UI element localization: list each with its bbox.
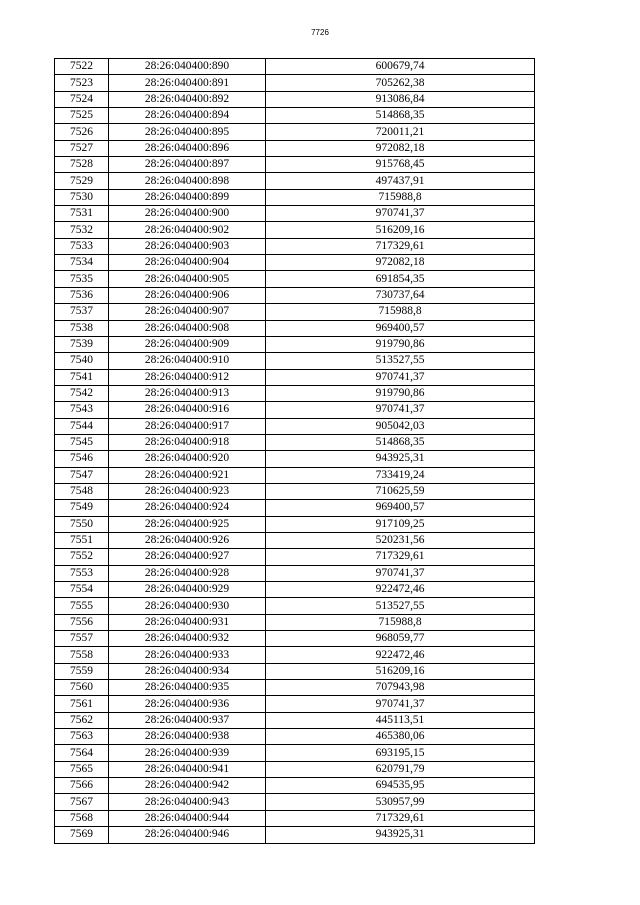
cadastral-number-cell: 28:26:040400:946 [109, 827, 266, 843]
cadastral-value-cell: 922472,46 [266, 582, 535, 598]
cadastral-number-cell: 28:26:040400:907 [109, 304, 266, 320]
cadastral-number-cell: 28:26:040400:892 [109, 91, 266, 107]
cadastral-value-cell: 514868,35 [266, 434, 535, 450]
row-number-cell: 7552 [55, 549, 109, 565]
cadastral-value-cell: 913086,84 [266, 91, 535, 107]
table-row [55, 173, 535, 189]
cadastral-value-cell: 970741,37 [266, 565, 535, 581]
cadastral-number-cell: 28:26:040400:923 [109, 483, 266, 499]
row-number-cell: 7532 [55, 222, 109, 238]
cadastral-number-cell: 28:26:040400:910 [109, 353, 266, 369]
row-number-cell: 7544 [55, 418, 109, 434]
cadastral-value-cell: 717329,61 [266, 810, 535, 826]
cadastral-value-cell: 465380,06 [266, 729, 535, 745]
cadastral-value-cell: 715988,8 [266, 304, 535, 320]
cadastral-value-cell: 943925,31 [266, 827, 535, 843]
table-row [55, 483, 535, 499]
cadastral-value-cell: 520231,56 [266, 532, 535, 548]
row-number-cell: 7542 [55, 385, 109, 401]
cadastral-number-cell: 28:26:040400:943 [109, 794, 266, 810]
row-number-cell: 7545 [55, 434, 109, 450]
cadastral-number-cell: 28:26:040400:934 [109, 663, 266, 679]
table-row [55, 680, 535, 696]
table-row [55, 385, 535, 401]
row-number-cell: 7548 [55, 483, 109, 499]
cadastral-value-cell: 715988,8 [266, 614, 535, 630]
row-number-cell: 7541 [55, 369, 109, 385]
table-row [55, 582, 535, 598]
cadastral-number-cell: 28:26:040400:941 [109, 761, 266, 777]
table-row [55, 157, 535, 173]
cadastral-value-cell: 972082,18 [266, 140, 535, 156]
cadastral-number-cell: 28:26:040400:912 [109, 369, 266, 385]
table-row [55, 369, 535, 385]
cadastral-value-cell: 513527,55 [266, 598, 535, 614]
cadastral-number-cell: 28:26:040400:918 [109, 434, 266, 450]
cadastral-number-cell: 28:26:040400:909 [109, 336, 266, 352]
cadastral-value-cell: 919790,86 [266, 336, 535, 352]
row-number-cell: 7522 [55, 59, 109, 75]
cadastral-value-cell: 968059,77 [266, 631, 535, 647]
cadastral-value-cell: 733419,24 [266, 467, 535, 483]
cadastral-value-cell: 919790,86 [266, 385, 535, 401]
table-row [55, 696, 535, 712]
cadastral-value-table [54, 58, 535, 844]
row-number-cell: 7558 [55, 647, 109, 663]
cadastral-number-cell: 28:26:040400:897 [109, 157, 266, 173]
cadastral-number-cell: 28:26:040400:921 [109, 467, 266, 483]
row-number-cell: 7539 [55, 336, 109, 352]
table-row [55, 745, 535, 761]
cadastral-value-cell: 516209,16 [266, 663, 535, 679]
cadastral-number-cell: 28:26:040400:939 [109, 745, 266, 761]
table-row [55, 59, 535, 75]
cadastral-value-cell: 922472,46 [266, 647, 535, 663]
table-row [55, 238, 535, 254]
cadastral-value-cell: 705262,38 [266, 75, 535, 91]
table-row [55, 827, 535, 843]
row-number-cell: 7547 [55, 467, 109, 483]
row-number-cell: 7531 [55, 206, 109, 222]
row-number-cell: 7536 [55, 287, 109, 303]
row-number-cell: 7564 [55, 745, 109, 761]
cadastral-value-cell: 720011,21 [266, 124, 535, 140]
table-row [55, 761, 535, 777]
cadastral-number-cell: 28:26:040400:936 [109, 696, 266, 712]
row-number-cell: 7553 [55, 565, 109, 581]
cadastral-number-cell: 28:26:040400:891 [109, 75, 266, 91]
cadastral-number-cell: 28:26:040400:927 [109, 549, 266, 565]
cadastral-number-cell: 28:26:040400:932 [109, 631, 266, 647]
row-number-cell: 7527 [55, 140, 109, 156]
cadastral-value-cell: 694535,95 [266, 778, 535, 794]
table-row [55, 75, 535, 91]
row-number-cell: 7530 [55, 189, 109, 205]
table-row [55, 336, 535, 352]
row-number-cell: 7554 [55, 582, 109, 598]
cadastral-number-cell: 28:26:040400:903 [109, 238, 266, 254]
row-number-cell: 7524 [55, 91, 109, 107]
table-row [55, 287, 535, 303]
cadastral-value-cell: 970741,37 [266, 206, 535, 222]
cadastral-value-cell: 970741,37 [266, 696, 535, 712]
cadastral-number-cell: 28:26:040400:930 [109, 598, 266, 614]
cadastral-number-cell: 28:26:040400:902 [109, 222, 266, 238]
cadastral-value-cell: 620791,79 [266, 761, 535, 777]
row-number-cell: 7550 [55, 516, 109, 532]
cadastral-number-cell: 28:26:040400:908 [109, 320, 266, 336]
table-row [55, 729, 535, 745]
cadastral-value-cell: 943925,31 [266, 451, 535, 467]
row-number-cell: 7540 [55, 353, 109, 369]
table-row [55, 271, 535, 287]
table-row [55, 565, 535, 581]
cadastral-value-cell: 530957,99 [266, 794, 535, 810]
cadastral-number-cell: 28:26:040400:904 [109, 255, 266, 271]
table-row [55, 516, 535, 532]
table-row [55, 255, 535, 271]
cadastral-number-cell: 28:26:040400:913 [109, 385, 266, 401]
cadastral-value-cell: 717329,61 [266, 549, 535, 565]
cadastral-value-cell: 917109,25 [266, 516, 535, 532]
row-number-cell: 7523 [55, 75, 109, 91]
table-row [55, 598, 535, 614]
table-row [55, 320, 535, 336]
cadastral-number-cell: 28:26:040400:935 [109, 680, 266, 696]
table-row [55, 663, 535, 679]
cadastral-value-cell: 693195,15 [266, 745, 535, 761]
row-number-cell: 7543 [55, 402, 109, 418]
cadastral-number-cell: 28:26:040400:916 [109, 402, 266, 418]
row-number-cell: 7565 [55, 761, 109, 777]
table-row [55, 353, 535, 369]
cadastral-number-cell: 28:26:040400:920 [109, 451, 266, 467]
cadastral-number-cell: 28:26:040400:925 [109, 516, 266, 532]
table-body [55, 59, 535, 844]
table-row [55, 418, 535, 434]
row-number-cell: 7528 [55, 157, 109, 173]
cadastral-value-cell: 497437,91 [266, 173, 535, 189]
row-number-cell: 7567 [55, 794, 109, 810]
table-row [55, 91, 535, 107]
cadastral-number-cell: 28:26:040400:895 [109, 124, 266, 140]
table-row [55, 500, 535, 516]
table-row [55, 206, 535, 222]
cadastral-number-cell: 28:26:040400:898 [109, 173, 266, 189]
cadastral-value-cell: 516209,16 [266, 222, 535, 238]
cadastral-value-cell: 972082,18 [266, 255, 535, 271]
row-number-cell: 7533 [55, 238, 109, 254]
row-number-cell: 7568 [55, 810, 109, 826]
table-row [55, 222, 535, 238]
table-row [55, 304, 535, 320]
cadastral-value-cell: 717329,61 [266, 238, 535, 254]
cadastral-number-cell: 28:26:040400:894 [109, 108, 266, 124]
cadastral-number-cell: 28:26:040400:924 [109, 500, 266, 516]
cadastral-number-cell: 28:26:040400:926 [109, 532, 266, 548]
row-number-cell: 7537 [55, 304, 109, 320]
cadastral-number-cell: 28:26:040400:942 [109, 778, 266, 794]
cadastral-value-cell: 710625,59 [266, 483, 535, 499]
row-number-cell: 7546 [55, 451, 109, 467]
cadastral-number-cell: 28:26:040400:906 [109, 287, 266, 303]
table-row [55, 614, 535, 630]
row-number-cell: 7555 [55, 598, 109, 614]
cadastral-number-cell: 28:26:040400:938 [109, 729, 266, 745]
cadastral-value-cell: 600679,74 [266, 59, 535, 75]
table-row [55, 712, 535, 728]
cadastral-number-cell: 28:26:040400:896 [109, 140, 266, 156]
table-row [55, 647, 535, 663]
table-row [55, 778, 535, 794]
cadastral-value-cell: 691854,35 [266, 271, 535, 287]
table-row [55, 108, 535, 124]
table-row [55, 810, 535, 826]
row-number-cell: 7560 [55, 680, 109, 696]
table-row [55, 124, 535, 140]
table-row [55, 451, 535, 467]
row-number-cell: 7534 [55, 255, 109, 271]
row-number-cell: 7559 [55, 663, 109, 679]
table-row [55, 189, 535, 205]
cadastral-value-cell: 715988,8 [266, 189, 535, 205]
cadastral-number-cell: 28:26:040400:905 [109, 271, 266, 287]
cadastral-value-cell: 707943,98 [266, 680, 535, 696]
cadastral-number-cell: 28:26:040400:931 [109, 614, 266, 630]
row-number-cell: 7529 [55, 173, 109, 189]
table-row [55, 794, 535, 810]
row-number-cell: 7556 [55, 614, 109, 630]
cadastral-value-cell: 514868,35 [266, 108, 535, 124]
table-row [55, 402, 535, 418]
cadastral-value-cell: 905042,03 [266, 418, 535, 434]
row-number-cell: 7561 [55, 696, 109, 712]
page-number: 7726 [311, 28, 329, 37]
cadastral-value-cell: 730737,64 [266, 287, 535, 303]
cadastral-value-cell: 915768,45 [266, 157, 535, 173]
table-row [55, 631, 535, 647]
row-number-cell: 7557 [55, 631, 109, 647]
cadastral-number-cell: 28:26:040400:937 [109, 712, 266, 728]
cadastral-number-cell: 28:26:040400:929 [109, 582, 266, 598]
cadastral-value-cell: 445113,51 [266, 712, 535, 728]
cadastral-number-cell: 28:26:040400:928 [109, 565, 266, 581]
cadastral-number-cell: 28:26:040400:900 [109, 206, 266, 222]
row-number-cell: 7549 [55, 500, 109, 516]
cadastral-number-cell: 28:26:040400:899 [109, 189, 266, 205]
row-number-cell: 7551 [55, 532, 109, 548]
cadastral-value-cell: 513527,55 [266, 353, 535, 369]
cadastral-value-cell: 969400,57 [266, 320, 535, 336]
row-number-cell: 7525 [55, 108, 109, 124]
row-number-cell: 7538 [55, 320, 109, 336]
row-number-cell: 7563 [55, 729, 109, 745]
row-number-cell: 7526 [55, 124, 109, 140]
cadastral-value-cell: 969400,57 [266, 500, 535, 516]
table-row [55, 467, 535, 483]
cadastral-value-cell: 970741,37 [266, 402, 535, 418]
table-row [55, 549, 535, 565]
cadastral-number-cell: 28:26:040400:917 [109, 418, 266, 434]
cadastral-number-cell: 28:26:040400:944 [109, 810, 266, 826]
cadastral-number-cell: 28:26:040400:933 [109, 647, 266, 663]
table-row [55, 532, 535, 548]
cadastral-number-cell: 28:26:040400:890 [109, 59, 266, 75]
table-row [55, 434, 535, 450]
row-number-cell: 7569 [55, 827, 109, 843]
row-number-cell: 7566 [55, 778, 109, 794]
row-number-cell: 7562 [55, 712, 109, 728]
row-number-cell: 7535 [55, 271, 109, 287]
table-row [55, 140, 535, 156]
cadastral-value-cell: 970741,37 [266, 369, 535, 385]
